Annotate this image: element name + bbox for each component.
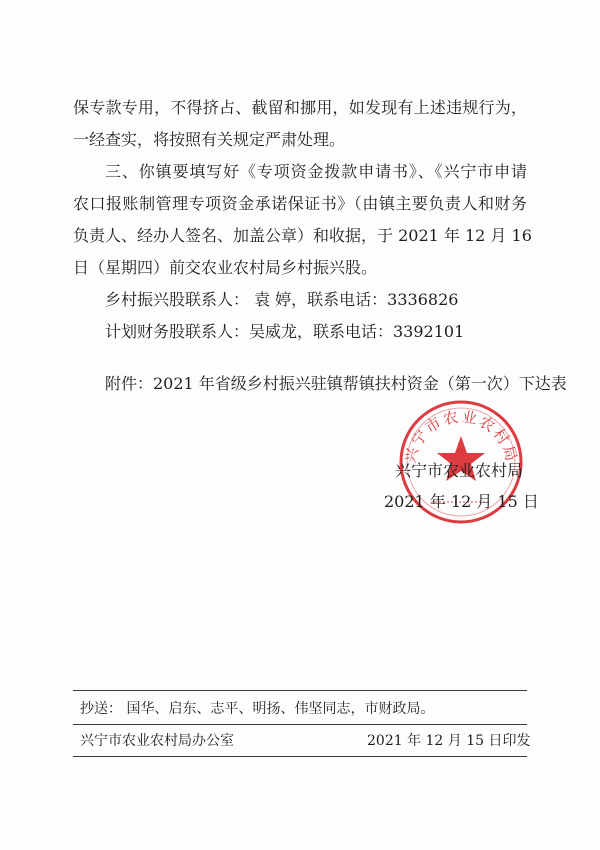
body-line-3: 三、你镇要填写好《专项资金拨款申请书》、《兴宁市申请 bbox=[105, 162, 527, 181]
contact-line-rural: 乡村振兴股联系人： 袁 婷，联系电话：3336826 bbox=[105, 290, 459, 309]
svg-text:兴宁市农业农村局: 兴宁市农业农村局 bbox=[400, 407, 522, 465]
issue-date-line: 2021 年 12 月 15 日印发 bbox=[367, 733, 531, 749]
signature-date: 2021 年 12 月 15 日 bbox=[384, 492, 539, 511]
contact-line-finance: 计划财务股联系人：吴威龙，联系电话：3392101 bbox=[105, 322, 465, 341]
body-line-1: 保专款专用，不得挤占、截留和挪用，如发现有上述违规行为， bbox=[73, 98, 527, 117]
footer-rule-bottom bbox=[73, 756, 527, 757]
cc-line: 抄送： 国华、启东、志平、明扬、伟坚同志，市财政局。 bbox=[80, 701, 435, 717]
footer-rule-top bbox=[73, 690, 527, 691]
attachment-line: 附件：2021 年省级乡村振兴驻镇帮镇扶村资金（第一次）下达表 bbox=[105, 374, 567, 393]
body-line-4: 农口报账制管理专项资金承诺保证书》（由镇主要负责人和财务 bbox=[73, 194, 527, 213]
body-line-5: 负责人、经办人签名、加盖公章）和收据，于 2021 年 12 月 16 bbox=[73, 226, 532, 245]
footer-rule-middle bbox=[73, 724, 527, 725]
body-line-6: 日（星期四）前交农业农村局乡村振兴股。 bbox=[73, 258, 378, 277]
signature-org: 兴宁市农业农村局 bbox=[395, 461, 524, 480]
issuer-line: 兴宁市农业农村局办公室 bbox=[80, 733, 234, 749]
body-line-2: 一经查实，将按照有关规定严肃处理。 bbox=[73, 130, 346, 149]
